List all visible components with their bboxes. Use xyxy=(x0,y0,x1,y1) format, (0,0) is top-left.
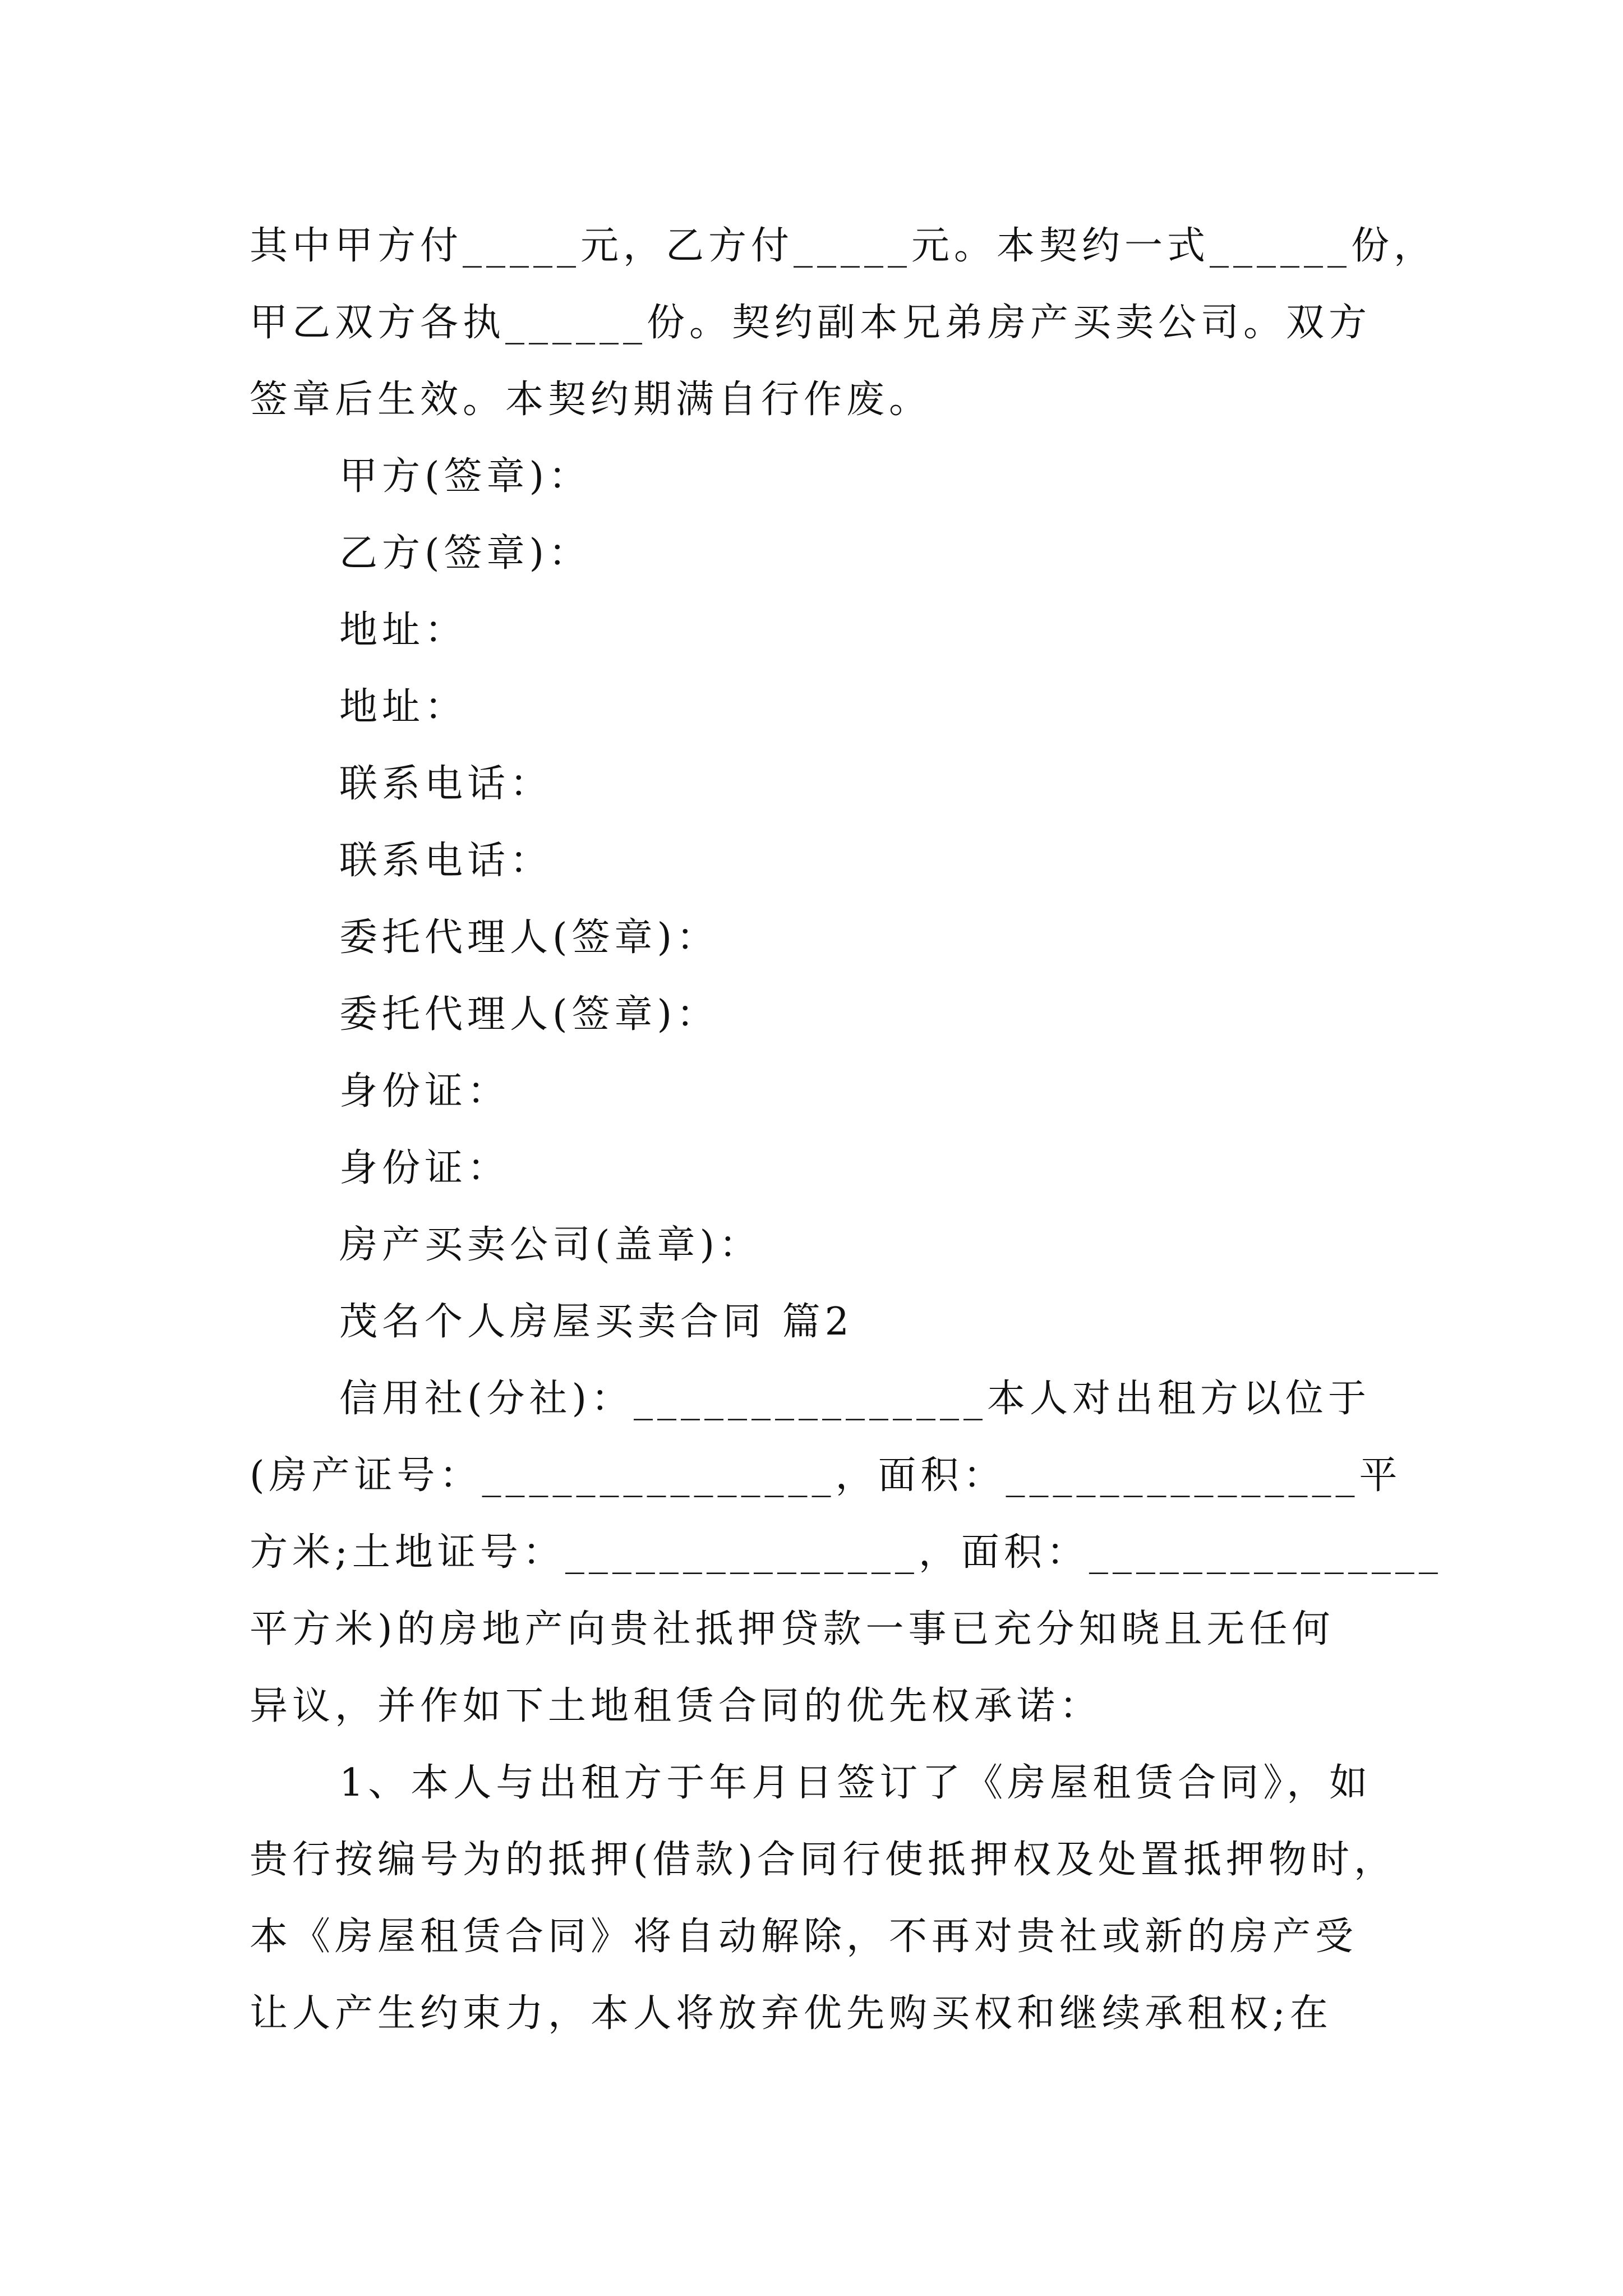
text-line: 让人产生约束力，本人将放弃优先购买权和继续承租权;在 xyxy=(250,1991,1332,2036)
text-line: 信用社(分社)：_______________本人对出租方以位于 xyxy=(339,1377,1371,1421)
clause-line: 1、本人与出租方于年月日签订了《房屋租赁合同》，如 xyxy=(339,1761,1372,1805)
address-line: 地址： xyxy=(339,685,468,729)
text-line: 平方米)的房地产向贵社抵押贷款一事已充分知晓且无任何 xyxy=(250,1607,1335,1651)
signature-line-party-b: 乙方(签章)： xyxy=(339,531,592,576)
text-line: 其中甲方付_____元，乙方付_____元。本契约一式______份， xyxy=(250,224,1437,268)
text-line: 本《房屋租赁合同》将自动解除，不再对贵社或新的房产受 xyxy=(250,1915,1358,1959)
agent-signature-line: 委托代理人(签章)： xyxy=(339,915,720,960)
text-line: 异议，并作如下土地租赁合同的优先权承诺： xyxy=(250,1684,1103,1728)
address-line: 地址： xyxy=(339,608,468,652)
text-line: 签章后生效。本契约期满自行作废。 xyxy=(250,378,932,422)
id-card-line: 身份证： xyxy=(339,1146,510,1190)
document-body xyxy=(250,208,1442,2052)
section-heading: 茂名个人房屋买卖合同 篇2 xyxy=(339,1300,854,1344)
id-card-line: 身份证： xyxy=(339,1069,510,1114)
phone-line: 联系电话： xyxy=(339,839,553,883)
company-seal-line: 房产买卖公司(盖章)： xyxy=(339,1223,762,1267)
text-line: 贵行按编号为的抵押(借款)合同行使抵押权及处置抵押物时， xyxy=(250,1838,1397,1882)
phone-line: 联系电话： xyxy=(339,762,553,806)
text-line: (房产证号：_______________，面积：_______________平 xyxy=(250,1453,1402,1498)
agent-signature-line: 委托代理人(签章)： xyxy=(339,992,720,1037)
text-line: 甲乙双方各执______份。契约副本兄弟房产买卖公司。双方 xyxy=(250,301,1372,345)
signature-line-party-a: 甲方(签章)： xyxy=(339,454,592,499)
text-line: 方米;土地证号：_______________，面积：_______________ xyxy=(250,1530,1442,1575)
